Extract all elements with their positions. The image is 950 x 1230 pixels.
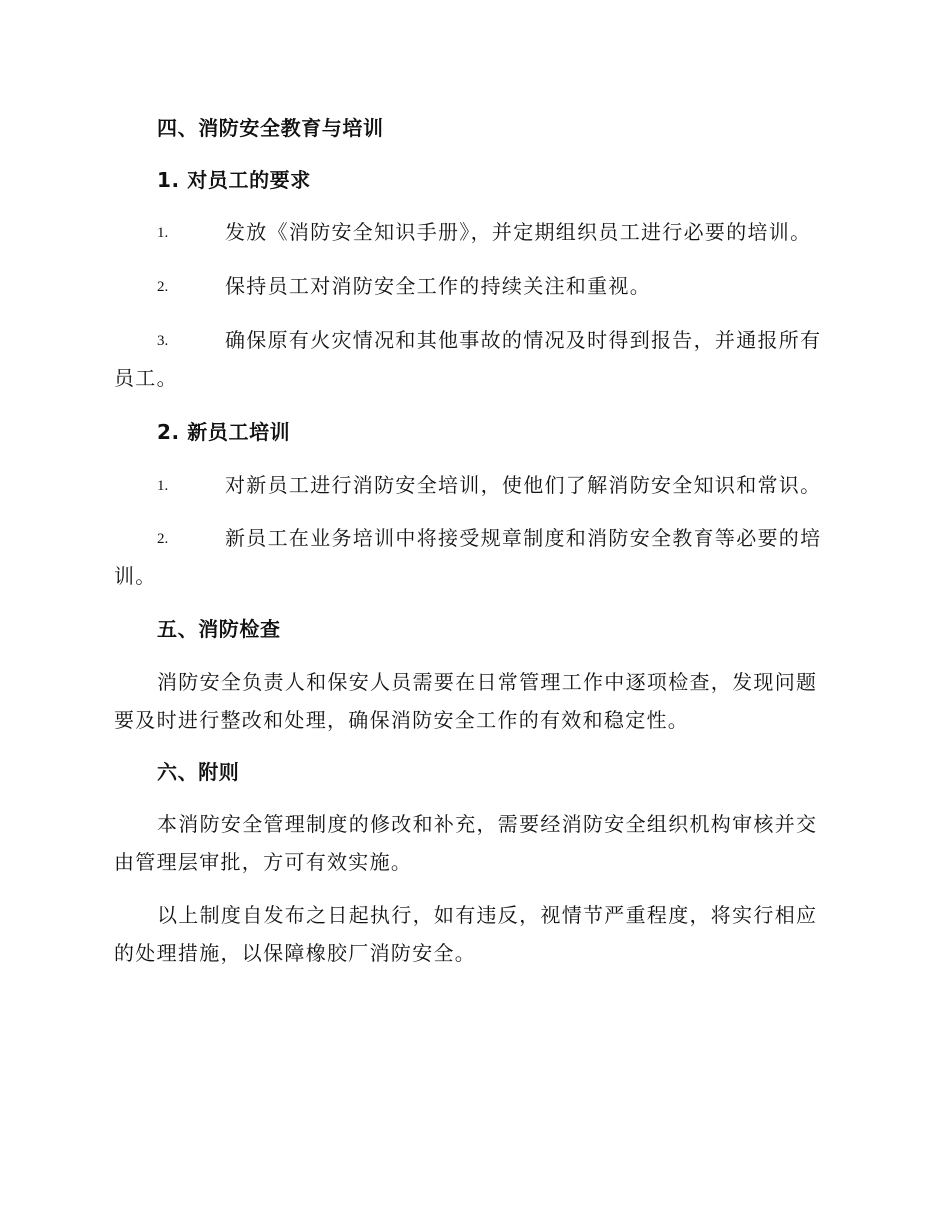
paragraph-line: 以上制度自发布之日起执行，如有违反，视情节严重程度，将实行相应 [157,903,818,927]
list-item-number: 2. [157,531,169,547]
list-item-number: 1. [157,225,169,241]
list-item-number: 2. [157,279,169,295]
paragraph-line: 要及时进行整改和处理，确保消防安全工作的有效和稳定性。 [114,708,690,732]
list-item-text: 新员工在业务培训中将接受规章制度和消防安全教育等必要的培 [225,526,822,550]
paragraph-line: 本消防安全管理制度的修改和补充，需要经消防安全组织机构审核并交 [157,812,818,836]
paragraph-line: 的处理措施，以保障橡胶厂消防安全。 [114,941,477,965]
section-6-heading: 六、附则 [157,760,240,784]
subsection-2-heading: 2. 新员工培训 [157,420,291,444]
list-item-text: 发放《消防安全知识手册》，并定期组织员工进行必要的培训。 [225,220,812,244]
list-item-text: 保持员工对消防安全工作的持续关注和重视。 [225,274,651,298]
section-4-heading: 四、消防安全教育与培训 [157,116,384,140]
section-5-heading: 五、消防检查 [157,617,281,641]
list-item-continuation: 员工。 [114,366,178,390]
paragraph-line: 消防安全负责人和保安人员需要在日常管理工作中逐项检查，发现问题 [157,670,818,694]
list-item-number: 3. [157,333,169,349]
subsection-1-heading: 1. 对员工的要求 [157,168,311,192]
list-item-number: 1. [157,478,169,494]
paragraph-line: 由管理层审批，方可有效实施。 [114,850,413,874]
list-item-continuation: 训。 [114,564,157,588]
list-item-text: 确保原有火灾情况和其他事故的情况及时得到报告，并通报所有 [225,328,822,352]
list-item-text: 对新员工进行消防安全培训，使他们了解消防安全知识和常识。 [225,473,822,497]
